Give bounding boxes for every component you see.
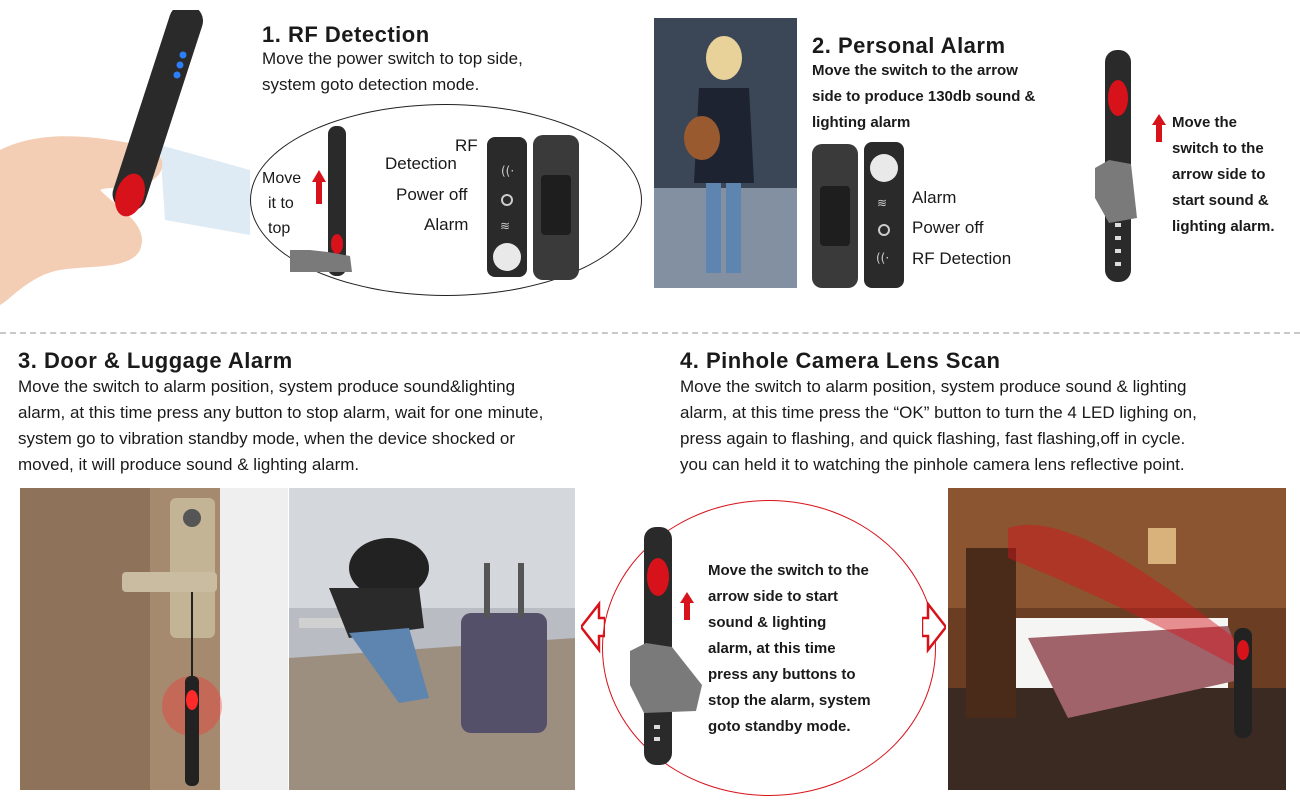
center-line-6: stop the alarm, system [708, 692, 871, 709]
label-rf-detection: Detection [385, 154, 457, 173]
pinhole-desc-line-4: you can held it to watching the pinhole camera lens reflective point. [680, 455, 1185, 474]
svg-text:≋: ≋ [877, 196, 888, 210]
door-desc-line-2: alarm, at this time press any button to stop alarm, wait for one minute, [18, 403, 544, 422]
section-divider [0, 332, 1300, 334]
hotel-room-scan-photo [948, 488, 1286, 790]
center-line-4: alarm, at this time [708, 640, 836, 657]
rf-desc-line-1: Move the power switch to top side, [262, 49, 523, 68]
personal-side-3: arrow side to [1172, 166, 1266, 183]
personal-side-4: start sound & [1172, 192, 1269, 209]
personal-label-rf-detection: RF Detection [912, 249, 1012, 268]
rf-desc-line-2: system goto detection mode. [262, 75, 480, 94]
personal-side-2: switch to the [1172, 140, 1264, 157]
personal-side-1: Move the [1172, 114, 1238, 131]
center-device-with-hand [630, 525, 710, 775]
door-handle-photo [20, 488, 288, 790]
woman-with-bag-photo [654, 18, 797, 288]
label-power-off: Power off [396, 185, 468, 204]
door-desc-line-1: Move the switch to alarm position, system produce sound&lighting [18, 377, 516, 396]
door-desc-line-3: system go to vibration standby mode, when the device shocked or [18, 429, 516, 448]
door-desc-line-4: moved, it will produce sound & lighting alarm. [18, 455, 360, 474]
personal-side-5: lighting alarm. [1172, 218, 1275, 235]
svg-text:≋: ≋ [500, 219, 511, 233]
label-rf: RF [455, 136, 478, 155]
red-arrow-up-icon-2 [1152, 114, 1166, 147]
center-line-7: goto standby mode. [708, 718, 851, 735]
personal-desc-line-3: lighting alarm [812, 114, 911, 131]
move-line-3: top [268, 220, 291, 237]
pinhole-desc-line-3: press again to flashing, and quick flashing, fast flashing,off in cycle. [680, 429, 1186, 448]
rf-switch-closeup [487, 135, 582, 285]
svg-text:((·: ((· [501, 164, 515, 178]
door-title: 3. Door & Luggage Alarm [18, 348, 293, 373]
personal-label-alarm: Alarm [912, 188, 957, 207]
svg-text:((·: ((· [876, 251, 890, 265]
pinhole-desc-line-1: Move the switch to alarm position, system produce sound & lighting [680, 377, 1187, 396]
pinhole-desc-line-2: alarm, at this time press the “OK” button to turn the 4 LED lighing on, [680, 403, 1197, 422]
move-line-1: Move [262, 170, 302, 187]
rf-title: 1. RF Detection [262, 22, 430, 47]
personal-label-power-off: Power off [912, 218, 984, 237]
label-alarm: Alarm [424, 215, 469, 234]
center-line-3: sound & lighting [708, 614, 827, 631]
center-line-2: arrow side to start [708, 588, 839, 605]
hand-holding-device-photo [0, 10, 250, 310]
center-line-5: press any buttons to [708, 666, 856, 683]
luggage-station-photo [289, 488, 575, 790]
center-line-1: Move the switch to the [708, 562, 869, 579]
pinhole-title: 4. Pinhole Camera Lens Scan [680, 348, 1001, 373]
personal-desc-line-1: Move the switch to the arrow [812, 62, 1018, 79]
personal-switch-closeup [812, 142, 907, 295]
personal-title: 2. Personal Alarm [812, 33, 1006, 58]
red-arrow-up-icon-3 [680, 592, 694, 625]
move-line-2: it to [268, 195, 294, 212]
personal-device-with-hand [1095, 48, 1165, 293]
personal-desc-line-2: side to produce 130db sound & [812, 88, 1036, 105]
rf-small-device [280, 122, 360, 295]
right-hollow-arrow-icon [922, 600, 946, 659]
